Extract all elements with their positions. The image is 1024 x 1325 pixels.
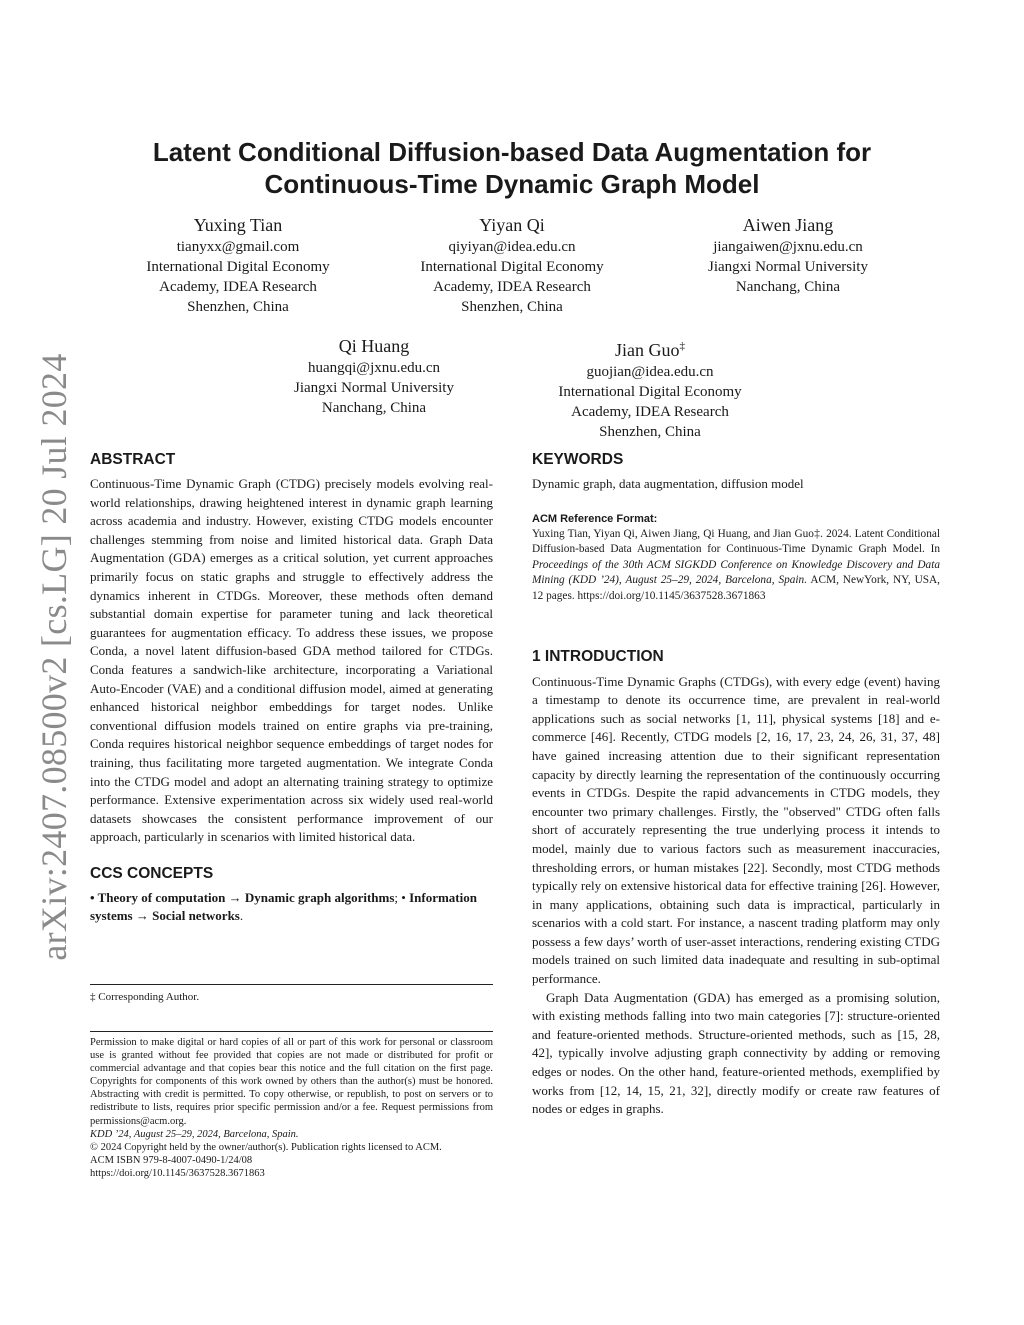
author-location: Nanchang, China: [735, 279, 841, 295]
left-column: [90, 450, 493, 926]
author-affiliation: Jiangxi Normal University: [294, 380, 454, 396]
author-block: [254, 335, 494, 418]
permission-block: [90, 1036, 493, 1180]
author-location: Shenzhen, China: [187, 299, 289, 315]
title-line-2: Continuous-Time Dynamic Graph Model: [264, 169, 760, 199]
author-location: Nanchang, China: [321, 400, 427, 416]
intro-paragraph-2: Graph Data Augmentation (GDA) has emerged as a promising solution, with existing methods falling into two main categories [7]: structure-oriented and feature-oriented methods. Structure-oriented methods, such as [15, 28, 42], typically involve adjusting graph connectivity by adding or removing edges or nodes. On the other hand, feature-oriented methods, exemplified by works from [12, 14, 15, 21, 32], directly modify or create raw features of nodes or edges in graphs.: [532, 989, 940, 1117]
author-affiliation: Academy, IDEA Research: [159, 279, 317, 295]
doi-link[interactable]: https://doi.org/10.1145/3637528.3671863: [90, 1167, 265, 1179]
conference-info: KDD ’24, August 25–29, 2024, Barcelona, Spain.: [90, 1128, 299, 1140]
author-email: qiyiyan@idea.edu.cn: [448, 239, 576, 255]
right-column: [532, 450, 940, 1119]
author-affiliation: International Digital Economy: [558, 384, 742, 400]
author-location: Shenzhen, China: [599, 424, 701, 440]
footnote: ‡ Corresponding Author.: [90, 991, 200, 1003]
ccs-separator: ; •: [394, 889, 406, 905]
author-block: [118, 214, 358, 317]
ccs-heading: CCS CONCEPTS: [90, 864, 214, 882]
permission-rule: [90, 1031, 493, 1032]
author-name: [530, 335, 770, 361]
author-block: [530, 335, 770, 442]
arxiv-stamp: arXiv:2407.08500v2 [cs.LG] 20 Jul 2024: [34, 353, 74, 961]
author-email: huangqi@jxnu.edu.cn: [307, 360, 441, 376]
intro-heading: 1 INTRODUCTION: [532, 647, 664, 665]
ccs-end: .: [239, 908, 244, 924]
intro-paragraph-1: Continuous-Time Dynamic Graphs (CTDGs), with every edge (event) having a timestamp to denote its occurrence time, are prevalent in real-world applications such as social networks [1, 11], physical systems [18] and e-commerce [46]. Recently, CTDG models [2, 16, 17, 23, 24, 26, 31, 37, 48] have gained increasing attention due to their significant representation capacity by directly learning the representation of the continuously occurring events in CTDGs. Despite the rapid advancements in CTDG models, they encounter two primary challenges. Firstly, the "observed" CTDG often falls short of accurately representing the true underlying process it intends to model, mainly due to various factors such as measurement inaccuracies, thresholding errors, or human mistakes [22]. Secondly, most CTDG methods typically rely on extensive historical data for effective training [26]. However, in many applications, obtaining such data is impractical, particularly in scenarios with a cold start. For instance, a nascent trading platform may only possess a few days’ worth of user-asset interactions, rendering existing CTDG models trained on such limited data inadequate and resulting in sub-optimal performance.: [532, 673, 940, 987]
author-affiliation: International Digital Economy: [420, 259, 604, 275]
acm-ref-part: ACM, NewYork, NY, USA, 12 pages. https://doi.org/10.1145/3637528.3671863: [532, 574, 941, 602]
isbn: ACM ISBN 979-8-4007-0490-1/24/08: [90, 1154, 253, 1166]
author-name-text: Jian Guo: [615, 340, 680, 360]
ccs-concept-1: • Theory of computation → Dynamic graph algorithms: [90, 889, 395, 905]
footnote-rule: [90, 984, 493, 985]
author-email: tianyxx@gmail.com: [176, 239, 300, 255]
title-line-1: Latent Conditional Diffusion-based Data Augmentation for: [152, 137, 872, 167]
author-name: Yuxing Tian: [193, 215, 283, 235]
acm-ref-heading: ACM Reference Format:: [532, 512, 658, 525]
author-email: jiangaiwen@jxnu.edu.cn: [713, 239, 863, 255]
author-name: Qi Huang: [338, 336, 410, 356]
author-affiliation: International Digital Economy: [146, 259, 330, 275]
author-email: guojian@idea.edu.cn: [586, 364, 714, 380]
author-location: Shenzhen, China: [461, 299, 563, 315]
abstract-text: Continuous-Time Dynamic Graph (CTDG) precisely models evolving real-world relationships, drawing heightened interest in dynamic graph learning across academia and industry. However, existing CTDG models encounter challenges stemming from noise and limited historical data. Graph Data Augmentation (GDA) emerges as a critical solution, yet current approaches primarily focus on static graphs and struggle to effectively address the dynamics inherent in CTDGs. Moreover, these methods often demand substantial domain expertise for parameter tuning and lack theoretical guarantees for augmentation efficacy. To address these issues, we propose Conda, a novel latent diffusion-based GDA method tailored for CTDGs. Conda features a sandwich-like architecture, incorporating a Variational Auto-Encoder (VAE) and a conditional diffusion model, aimed at generating enhanced historical neighbor embeddings for target nodes. Unlike conventional diffusion models trained on entire graphs via pre-training, Conda requires historical neighbor sequence embeddings of target nodes for training, thus facilitating more targeted augmentation. We integrate Conda into the CTDG model and adopt an alternating training strategy to optimize performance. Extensive experimentation across six widely used real-world datasets showcases the consistent performance improvement of our approach, particularly in scenarios with limited historical data.: [90, 476, 493, 845]
permission-text: Permission to make digital or hard copies of all or part of this work for personal or classroom use is granted without fee provided that copies are not made or distributed for profit or commercial advantage and that copies bear this notice and the full citation on the first page. Copyrights for components of this work owned by others than the author(s) must be honored. Abstracting with credit is permitted. To copy otherwise, or republish, to post on servers or to redistribute to lists, requires prior specific permission and/or a fee. Request permissions from permissions@acm.org.: [90, 1037, 493, 1127]
abstract-heading: ABSTRACT: [90, 451, 176, 468]
author-name: Aiwen Jiang: [742, 215, 834, 235]
author-affiliation: Academy, IDEA Research: [433, 279, 591, 295]
copyright-notice: © 2024 Copyright held by the owner/author(s). Publication rights licensed to ACM.: [90, 1141, 442, 1153]
acm-ref-venue: Proceedings of the 30th ACM SIGKDD Conference on Knowledge Discovery and Data Mining (KDD ’24), August 25–29, 2024, Barcelona, Spain.: [532, 558, 940, 587]
ccs-concepts: [90, 889, 493, 926]
author-affiliation: Jiangxi Normal University: [708, 259, 868, 275]
acm-ref-text: [532, 527, 940, 605]
ccs-concept-2: Information systems → Social networks: [90, 889, 477, 924]
author-affiliation: Academy, IDEA Research: [571, 404, 729, 420]
acm-ref-part: Yuxing Tian, Yiyan Qi, Aiwen Jiang, Qi Huang, and Jian Guo‡. 2024. Latent Conditional Diffusion-based Data Augmentation for Continuous-Time Dynamic Graph Model. In: [532, 527, 940, 556]
author-block: [668, 214, 908, 297]
corresponding-mark: ‡: [679, 340, 685, 352]
keywords-text: Dynamic graph, data augmentation, diffusion model: [532, 476, 804, 491]
author-name: Yiyan Qi: [479, 215, 545, 235]
author-block: [392, 214, 632, 317]
paper-title: [60, 136, 964, 200]
keywords-heading: KEYWORDS: [532, 451, 624, 468]
